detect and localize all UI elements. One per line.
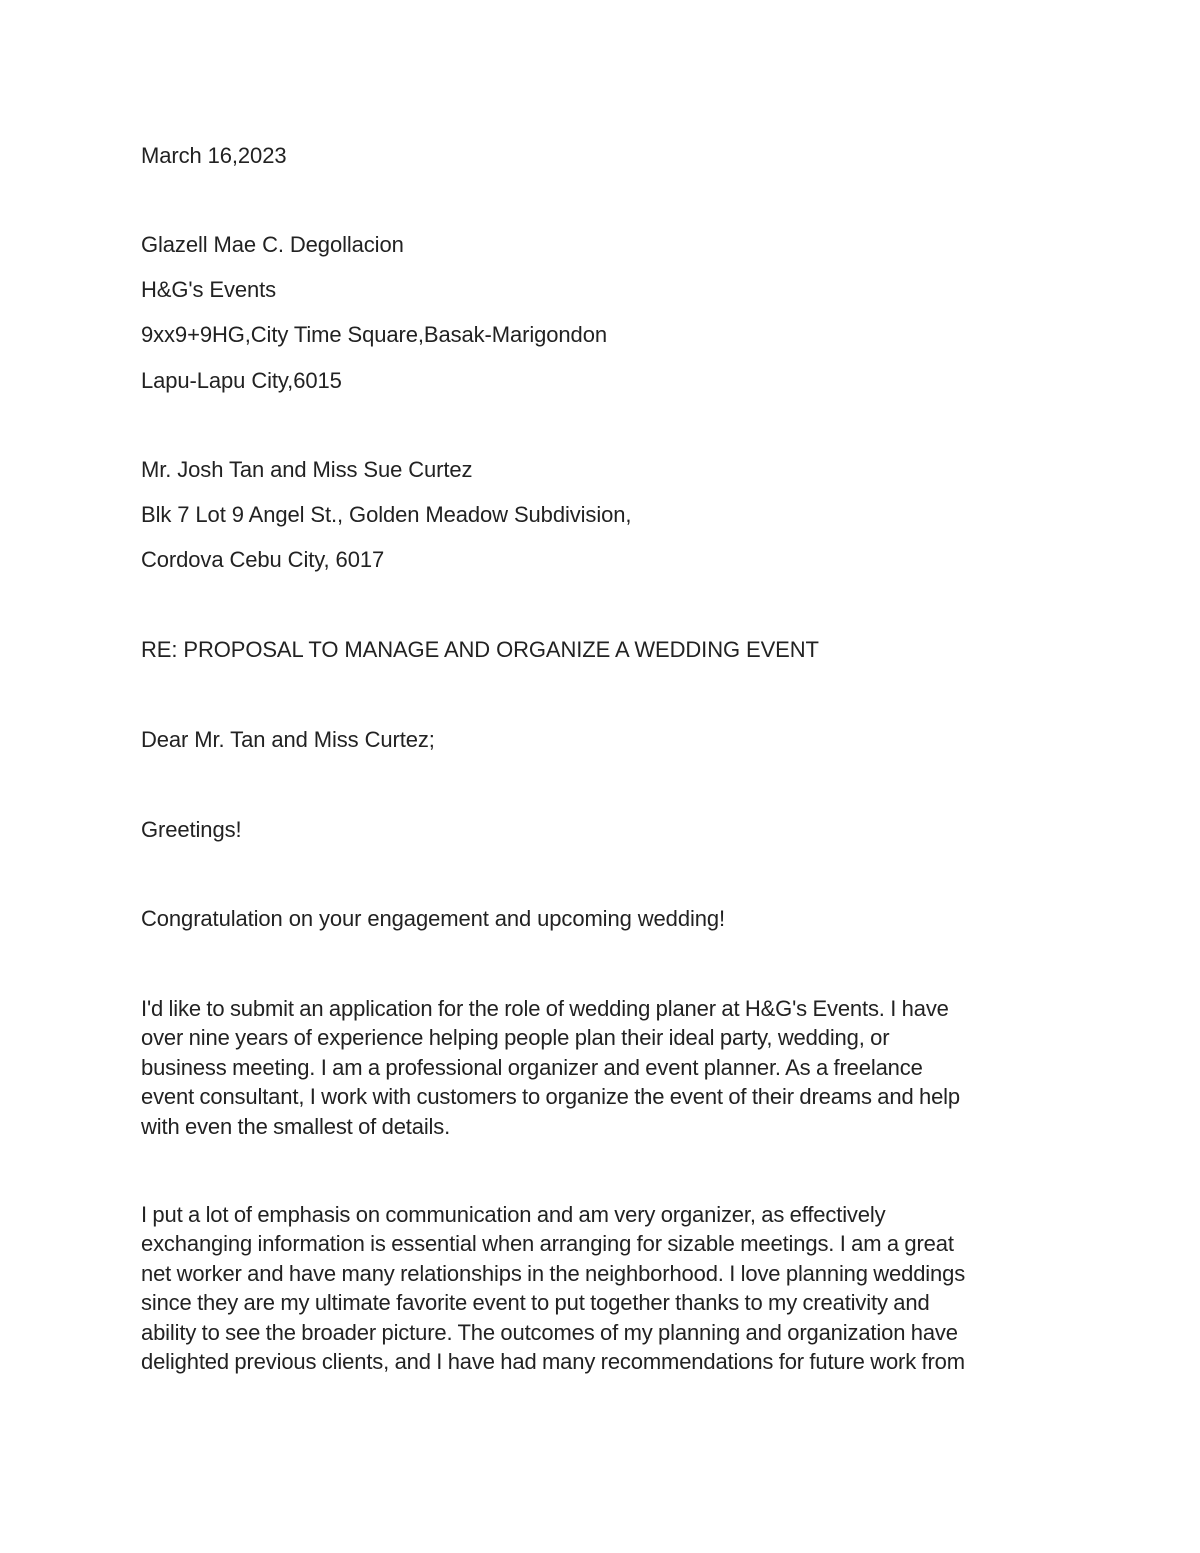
letter-date: March 16,2023 (141, 143, 287, 168)
paragraph-line: business meeting. I am a professional organizer and event planner. As a freelance (141, 1054, 923, 1080)
congratulations-line: Congratulation on your engagement and upcoming wedding! (141, 906, 726, 931)
sender-company: H&G's Events (141, 277, 277, 302)
paragraph-line: since they are my ultimate favorite event to put together thanks to my creativity and (141, 1290, 930, 1316)
paragraph-line: net worker and have many relationships in the neighborhood. I love planning weddings (141, 1260, 966, 1286)
paragraph-line: delighted previous clients, and I have had many recommendations for future work from (141, 1349, 965, 1375)
paragraph-line: ability to see the broader picture. The outcomes of my planning and organization have (141, 1319, 958, 1345)
sender-address-line-1: 9xx9+9HG,City Time Square,Basak-Marigondon (141, 322, 607, 347)
recipient-name: Mr. Josh Tan and Miss Sue Curtez (141, 457, 473, 482)
body-paragraph-1 (141, 994, 1051, 1141)
letter-greeting: Greetings! (141, 817, 242, 842)
paragraph-line: exchanging information is essential when arranging for sizable meetings. I am a great (141, 1231, 954, 1257)
sender-address-line-2: Lapu-Lapu City,6015 (141, 368, 342, 393)
letter-subject: RE: PROPOSAL TO MANAGE AND ORGANIZE A WEDDING EVENT (141, 637, 819, 662)
body-paragraph-2 (141, 1200, 1051, 1376)
sender-name: Glazell Mae C. Degollacion (141, 232, 404, 257)
recipient-address-line-2: Cordova Cebu City, 6017 (141, 547, 385, 572)
paragraph-line: with even the smallest of details. (141, 1113, 451, 1139)
paragraph-line: event consultant, I work with customers to organize the event of their dreams and help (141, 1084, 960, 1110)
paragraph-line: I put a lot of emphasis on communication and am very organizer, as effectively (141, 1202, 886, 1227)
letter-salutation: Dear Mr. Tan and Miss Curtez; (141, 727, 435, 752)
recipient-address-line-1: Blk 7 Lot 9 Angel St., Golden Meadow Subdivision, (141, 502, 632, 527)
paragraph-line: I'd like to submit an application for the role of wedding planer at H&G's Events. I have (141, 996, 949, 1021)
paragraph-line: over nine years of experience helping people plan their ideal party, wedding, or (141, 1025, 890, 1051)
